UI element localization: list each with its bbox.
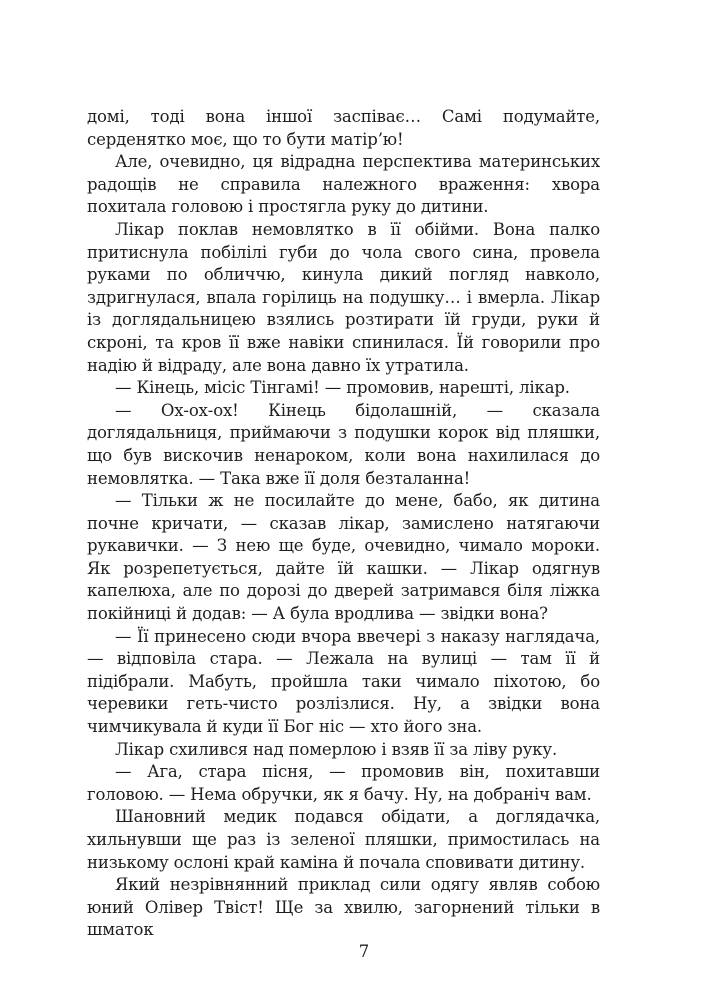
paragraph: Лікар поклав немовлятко в її обійми. Вона палко притиснула побілілі губи до чола свого сина, провела руками по обличчю, кинула дикий погляд навколо, здригнулася, впала горілиць на подушку… і вмерла. Лікар із доглядальницею взялись розтирати їй груди, руки й скроні, та кров її вже навіки спинилася. Їй говорили про надію й відраду, але вона давно їх утратила. [87, 219, 600, 375]
paragraph: — Ох-ох-ох! Кінець бідолашній, — сказала доглядальниця, приймаючи з подушки корок від пляшки, що був вискочив ненароком, коли вона нахилилася до немовлятка. — Така вже її доля безталанна! [87, 400, 600, 488]
paragraph: Шановний медик подався обідати, а доглядачка, хильнувши ще раз із зеленої пляшки, примостилась на низькому ослоні край каміна й почала сповивати дитину. [87, 807, 600, 872]
paragraph: домі, тоді вона іншої заспіває… Самі подумайте, серденятко моє, що то бути матір’ю! [87, 107, 600, 149]
paragraph: Але, очевидно, ця відрадна перспектива материнських радощів не справила належного враження: хвора похитала головою і простягла руку до дитини. [87, 152, 600, 217]
paragraph: — Ага, стара пісня, — промовив він, похитавши головою. — Нема обручки, як я бачу. Ну, на добраніч вам. [87, 762, 600, 804]
body-text [87, 106, 600, 942]
paragraph: — Тільки ж не посилайте до мене, бабо, як дитина почне кричати, — сказав лікар, замислено натягаючи рукавички. — З нею ще буде, очевидно, чимало мороки. Як розрепетується, дайте їй кашки. — Лікар одягнув капелюха, але по дорозі до дверей затримався біля ліжка покійниці й додав: — А була вродлива — звідки вона? [87, 491, 600, 624]
paragraph: Лікар схилився над померлою і взяв її за ліву руку. [115, 739, 558, 759]
page-number: 7 [358, 942, 370, 961]
paragraph: — Кінець, місіс Тінгамі! — промовив, нарешті, лікар. [115, 378, 570, 398]
paragraph: — Її принесено сюди вчора ввечері з наказу наглядача, — відповіла стара. — Лежала на вулиці — там її й підібрали. Мабуть, пройшла таки чимало піхотою, бо черевики геть-чисто розлізлися. Ну, а звідки вона чимчикувала й куди її Бог ніс — хто його зна. [87, 626, 600, 737]
paragraph: Який незрівнянний приклад сили одягу являв собою юний Олівер Твіст! Ще за хвилю, загорнений тільки в шматок [87, 875, 600, 940]
